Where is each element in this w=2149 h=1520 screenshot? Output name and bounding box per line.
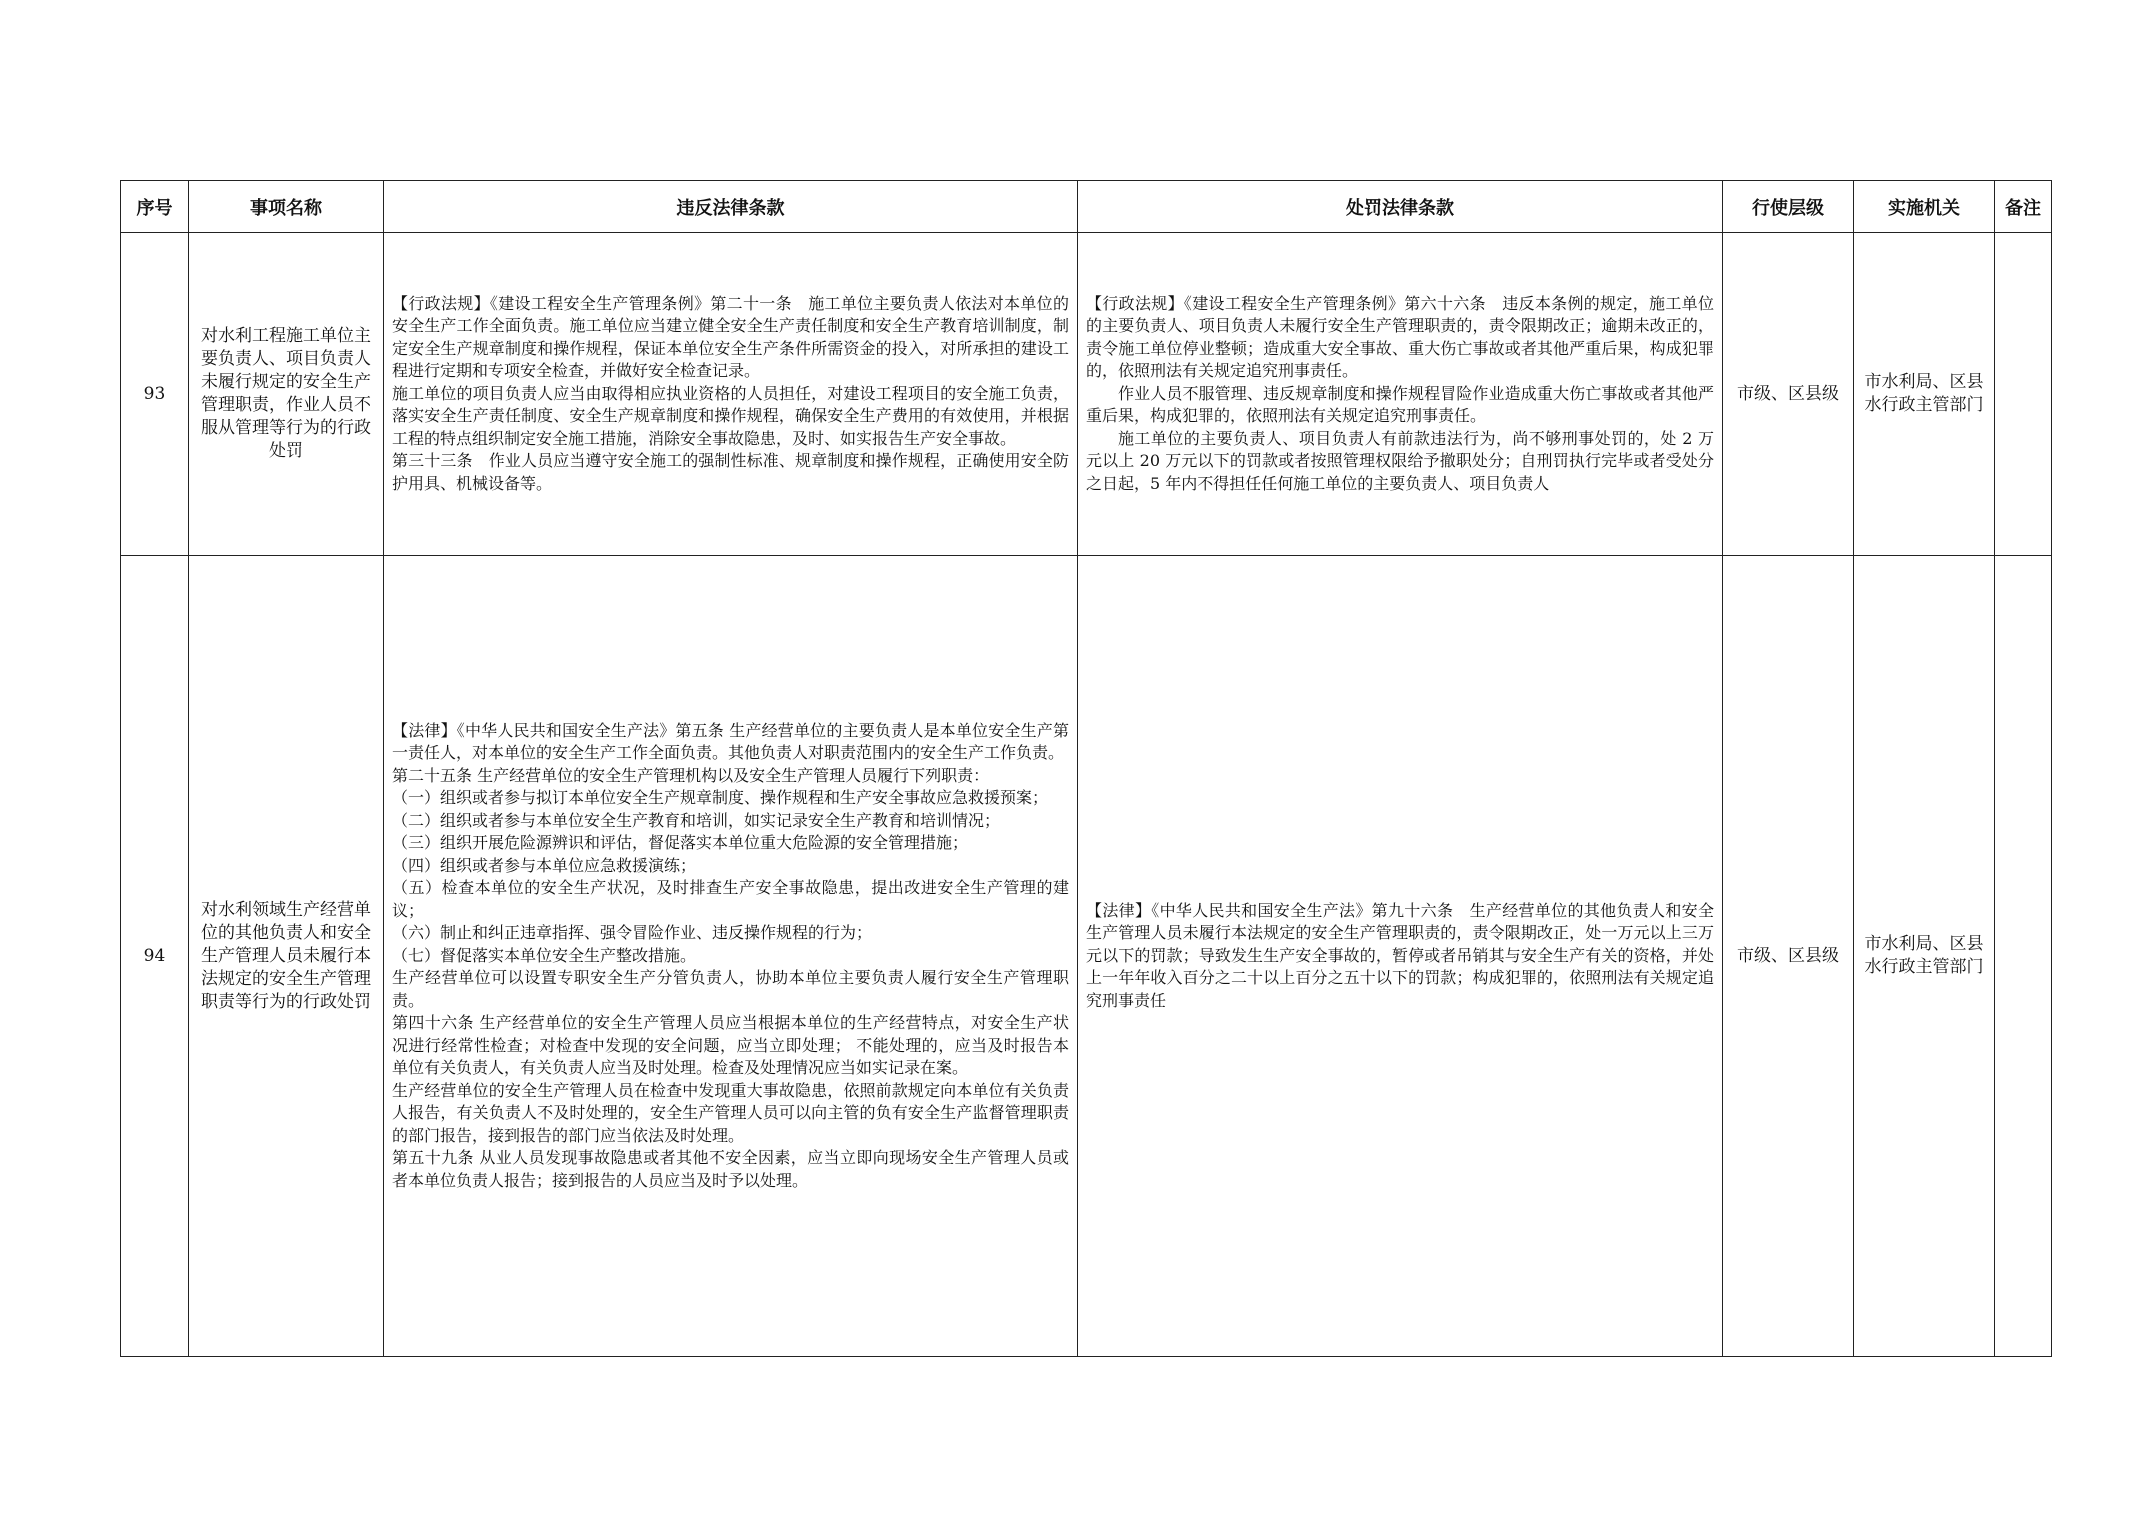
clause-paragraph: （七）督促落实本单位安全生产整改措施。 [392, 945, 697, 965]
row-agency: 市水利局、区县水行政主管部门 [1854, 233, 1995, 556]
header-level: 行使层级 [1723, 181, 1854, 233]
clause-paragraph: （三）组织开展危险源辨识和评估，督促落实本单位重大危险源的安全管理措施； [392, 833, 969, 853]
table-row [121, 233, 2052, 556]
clause-paragraph: （六）制止和纠正违章指挥、强令冒险作业、违反操作规程的行为； [392, 923, 873, 943]
clause-paragraph: 【法律】《中华人民共和国安全生产法》第五条 生产经营单位的主要负责人是本单位安全生产第一责任人，对本单位的安全生产工作全面负责。其他负责人对职责范围内的安全生产工作负责。 [392, 720, 1069, 763]
clause-paragraph: 【行政法规】《建设工程安全生产管理条例》第二十一条 施工单位主要负责人依法对本单位的安全生产工作全面负责。施工单位应当建立健全安全生产责任制度和安全生产教育培训制度，制定安全生产规章制度和操作规程，保证本单位安全生产条件所需资金的投入，对所承担的建设工程进行定期和专项安全检查，并做好安全检查记录。 [392, 293, 1069, 381]
header-agency: 实施机关 [1854, 181, 1995, 233]
row-seq: 93 [121, 233, 189, 556]
row-penalty-clause [1078, 233, 1723, 556]
header-penalty-clause: 处罚法律条款 [1078, 181, 1723, 233]
row-penalty-clause [1078, 556, 1723, 1357]
regulation-table [120, 180, 2052, 1357]
header-seq: 序号 [121, 181, 189, 233]
clause-paragraph: 第五十九条 从业人员发现事故隐患或者其他不安全因素，应当立即向现场安全生产管理人员或者本单位负责人报告；接到报告的人员应当及时予以处理。 [392, 1148, 1069, 1190]
clause-paragraph: （一）组织或者参与拟订本单位安全生产规章制度、操作规程和生产安全事故应急救援预案； [392, 788, 1049, 808]
row-level: 市级、区县级 [1723, 233, 1854, 556]
clause-paragraph: 施工单位的主要负责人、项目负责人有前款违法行为，尚不够刑事处罚的，处 2 万元以上 20 万元以下的罚款或者按照管理权限给予撤职处分；自刑罚执行完毕或者受处分之日起，5 年内不得担任任何施工单位的主要负责人、项目负责人 [1086, 428, 1714, 493]
clause-paragraph: 生产经营单位可以设置专职安全生产分管负责人，协助本单位主要负责人履行安全生产管理职责。 [392, 968, 1069, 1010]
table-row [121, 556, 2052, 1357]
clause-paragraph: 第三十三条 作业人员应当遵守安全施工的强制性标准、规章制度和操作规程，正确使用安全防护用具、机械设备等。 [392, 451, 1069, 493]
row-agency: 市水利局、区县水行政主管部门 [1854, 556, 1995, 1357]
header-violation-clause: 违反法律条款 [384, 181, 1078, 233]
clause-paragraph: 施工单位的项目负责人应当由取得相应执业资格的人员担任，对建设工程项目的安全施工负责，落实安全生产责任制度、安全生产规章制度和操作规程，确保安全生产费用的有效使用，并根据工程的特点组织制定安全施工措施，消除安全事故隐患，及时、如实报告生产安全事故。 [392, 383, 1069, 448]
clause-paragraph: （四）组织或者参与本单位应急救援演练； [392, 855, 697, 875]
clause-paragraph: 第四十六条 生产经营单位的安全生产管理人员应当根据本单位的生产经营特点，对安全生产状况进行经常性检查；对检查中发现的安全问题，应当立即处理； 不能处理的，应当及时报告本单位有关负责人，有关负责人应当及时处理。检查及处理情况应当如实记录在案。 [392, 1013, 1069, 1078]
row-item-name: 对水利领域生产经营单位的其他负责人和安全生产管理人员未履行本法规定的安全生产管理职责等行为的行政处罚 [189, 556, 384, 1357]
clause-paragraph: 第二十五条 生产经营单位的安全生产管理机构以及安全生产管理人员履行下列职责： [392, 765, 990, 785]
row-item-name: 对水利工程施工单位主要负责人、项目负责人未履行规定的安全生产管理职责，作业人员不服从管理等行为的行政处罚 [189, 233, 384, 556]
clause-paragraph: （五）检查本单位的安全生产状况，及时排查生产安全事故隐患，提出改进安全生产管理的建议； [392, 878, 1069, 920]
clause-paragraph: 作业人员不服管理、违反规章制度和操作规程冒险作业造成重大伤亡事故或者其他严重后果，构成犯罪的，依照刑法有关规定追究刑事责任。 [1086, 383, 1714, 426]
row-violation-clause [384, 556, 1078, 1357]
row-seq: 94 [121, 556, 189, 1357]
row-remarks [1995, 556, 2052, 1357]
row-violation-clause [384, 233, 1078, 556]
clause-paragraph: 生产经营单位的安全生产管理人员在检查中发现重大事故隐患，依照前款规定向本单位有关负责人报告，有关负责人不及时处理的，安全生产管理人员可以向主管的负有安全生产监督管理职责的部门报告，接到报告的部门应当依法及时处理。 [392, 1080, 1069, 1145]
clause-paragraph: （二）组织或者参与本单位安全生产教育和培训，如实记录安全生产教育和培训情况； [392, 810, 1001, 830]
header-item-name: 事项名称 [189, 181, 384, 233]
row-level: 市级、区县级 [1723, 556, 1854, 1357]
clause-paragraph: 【行政法规】《建设工程安全生产管理条例》第六十六条 违反本条例的规定，施工单位的主要负责人、项目负责人未履行安全生产管理职责的，责令限期改正；逾期未改正的，责令施工单位停业整顿；造成重大安全事故、重大伤亡事故或者其他严重后果，构成犯罪的，依照刑法有关规定追究刑事责任。 [1086, 293, 1714, 381]
header-remarks: 备注 [1995, 181, 2052, 233]
clause-paragraph: 【法律】《中华人民共和国安全生产法》第九十六条 生产经营单位的其他负责人和安全生产管理人员未履行本法规定的安全生产管理职责的，责令限期改正，处一万元以上三万元以下的罚款；导致发生生产安全事故的，暂停或者吊销其与安全生产有关的资格，并处上一年年收入百分之二十以上百分之五十以下的罚款；构成犯罪的，依照刑法有关规定追究刑事责任 [1086, 900, 1714, 1010]
header-row [121, 181, 2052, 233]
row-remarks [1995, 233, 2052, 556]
